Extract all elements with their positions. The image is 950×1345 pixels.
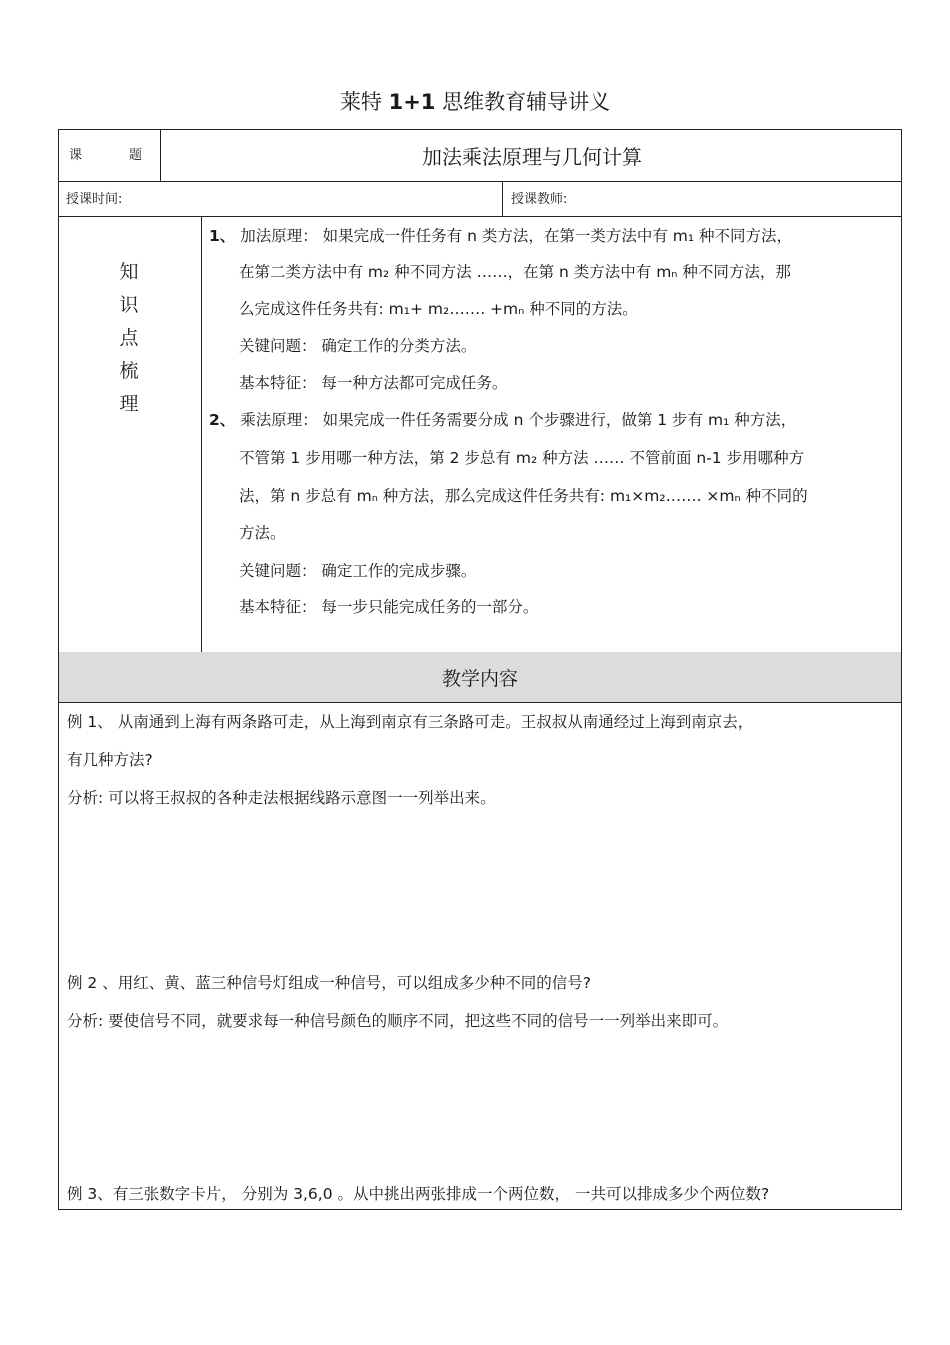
teacher-label: 授课教师:: [511, 192, 568, 207]
line-text: 乘法原理： 如果完成一件任务需要分成 n 个步骤进行，做第 1 步有 m₁ 种方法，: [235, 411, 797, 429]
side-char: 点: [119, 327, 139, 349]
example-2-question: 例 2 、用红、黄、蓝三种信号灯组成一种信号，可以组成多少种不同的信号?: [67, 974, 591, 992]
lesson-table: [58, 129, 902, 1210]
knowledge-line: 关键问题： 确定工作的分类方法。: [239, 337, 477, 355]
knowledge-line: 方法。: [239, 524, 286, 542]
topic-label-a: 课: [69, 148, 83, 163]
knowledge-line: 在第二类方法中有 m₂ 种不同方法 ……，在第 n 类方法中有 mₙ 种不同方法，那: [239, 263, 791, 281]
knowledge-line: [209, 218, 792, 255]
example-1-question: 例 1、 从南通到上海有两条路可走，从上海到南京有三条路可走。王叔叔从南通经过上海到南京去，: [67, 713, 754, 731]
col-divider: [502, 181, 503, 216]
topic-label-b: 题: [129, 148, 143, 163]
example-2-analysis: 分析: 要使信号不同，就要求每一种信号颜色的顺序不同，把这些不同的信号一一列举出来即可。: [67, 1012, 729, 1030]
side-char: 理: [119, 393, 139, 415]
knowledge-line: 关键问题： 确定工作的完成步骤。: [239, 562, 477, 580]
lesson-title: 加法乘法原理与几何计算: [422, 145, 642, 169]
row-divider: [59, 181, 901, 182]
row-divider: [59, 216, 901, 217]
item-number: 2、: [209, 411, 236, 429]
col-divider: [201, 216, 202, 652]
page-title: [0, 86, 950, 116]
time-label: 授课时间:: [66, 192, 123, 207]
example-1-analysis: 分析: 可以将王叔叔的各种走法根据线路示意图一一列举出来。: [67, 789, 496, 807]
knowledge-line: 法，第 n 步总有 mₙ 种方法，那么完成这件任务共有: m₁×m₂……. ×mₙ 种不同的: [239, 487, 808, 505]
title-prefix: 莱特: [339, 90, 382, 114]
knowledge-side-label: [119, 256, 139, 421]
knowledge-line: [209, 402, 796, 439]
example-3-question: 例 3、有三张数字卡片， 分别为 3,6,0 。从中挑出两张排成一个两位数， 一共可以排成多少个两位数?: [67, 1185, 770, 1203]
knowledge-line: 基本特征： 每一步只能完成任务的一部分。: [239, 598, 539, 616]
teaching-heading: 教学内容: [59, 652, 901, 702]
row-divider: [59, 702, 901, 703]
side-char: 知: [119, 261, 139, 283]
knowledge-line: 不管第 1 步用哪一种方法，第 2 步总有 m₂ 种方法 …… 不管前面 n-1 步用哪种方: [239, 449, 805, 467]
knowledge-line: 么完成这件任务共有: m₁+ m₂……. +mₙ 种不同的方法。: [239, 300, 638, 318]
knowledge-line: 基本特征： 每一种方法都可完成任务。: [239, 374, 508, 392]
item-number: 1、: [209, 227, 236, 245]
side-char: 梳: [119, 360, 139, 382]
side-char: 识: [119, 294, 139, 316]
example-1-question-cont: 有几种方法?: [67, 751, 153, 769]
title-suffix: 思维教育辅导讲义: [442, 90, 611, 114]
title-bold: 1+1: [388, 90, 436, 114]
line-text: 加法原理： 如果完成一件任务有 n 类方法，在第一类方法中有 m₁ 种不同方法，: [235, 227, 792, 245]
